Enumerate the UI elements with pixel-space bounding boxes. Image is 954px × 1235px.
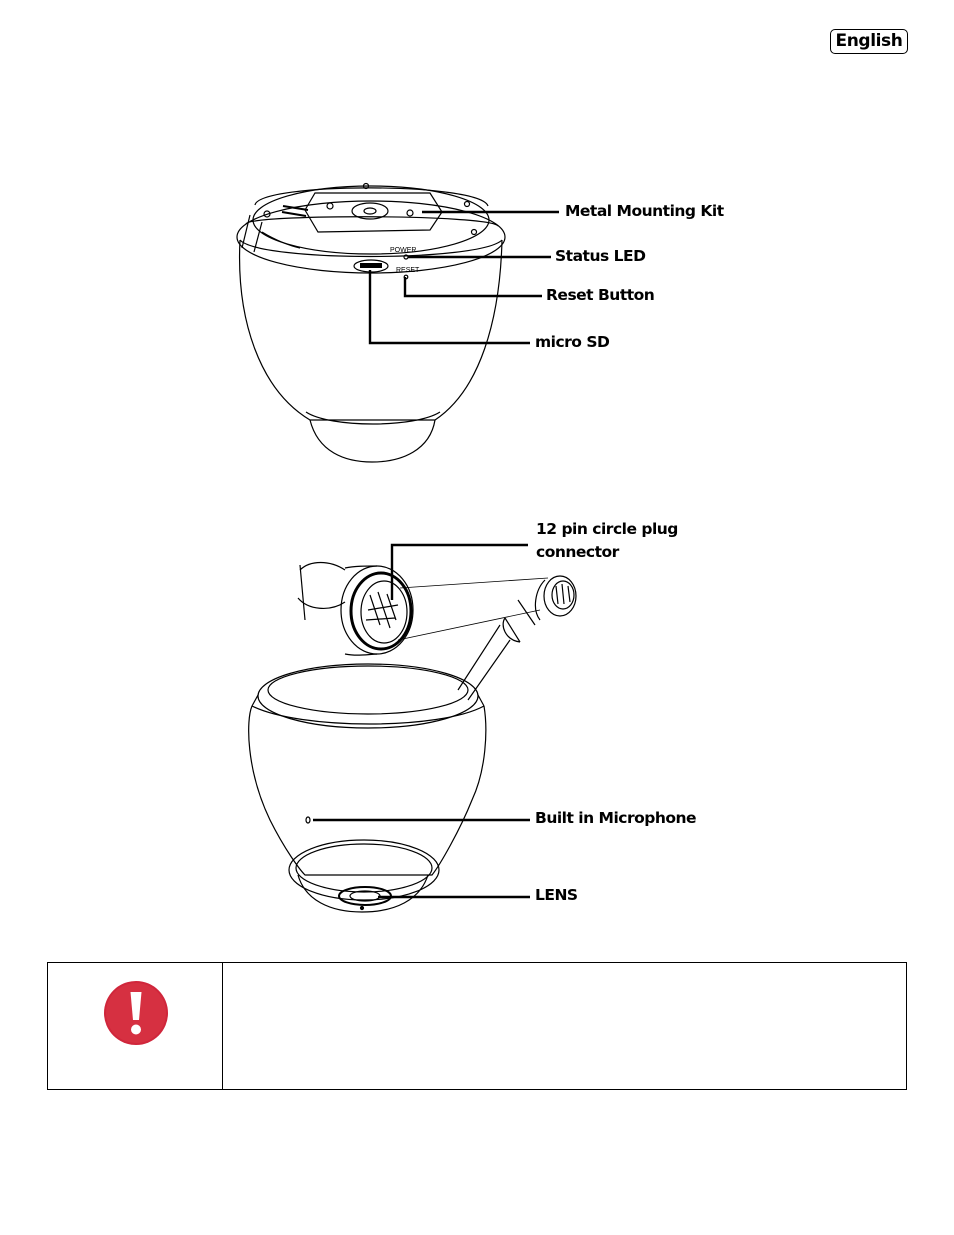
callout-lens: LENS [535,886,578,904]
callout-built-in-microphone: Built in Microphone [535,809,697,827]
callout-pin-connector-line1: 12 pin circle plug [536,520,678,538]
notice-box [47,962,907,1090]
language-badge: English [830,29,908,54]
callout-pin-connector-line2: connector [536,543,619,561]
connector-drawing [298,563,576,701]
reset-label: RESET [396,267,420,274]
notice-text-cell [223,963,906,1089]
power-label: POWER [390,247,417,254]
callout-reset-button: Reset Button [546,286,655,304]
notice-icon-cell [48,963,223,1089]
callout-metal-mounting-kit: Metal Mounting Kit [565,202,724,220]
callout-status-led: Status LED [555,247,646,265]
camera-dome-view [249,664,486,912]
exclamation-circle-icon [103,980,169,1046]
callout-micro-sd: micro SD [535,333,610,351]
top-leader-lines [370,212,559,343]
